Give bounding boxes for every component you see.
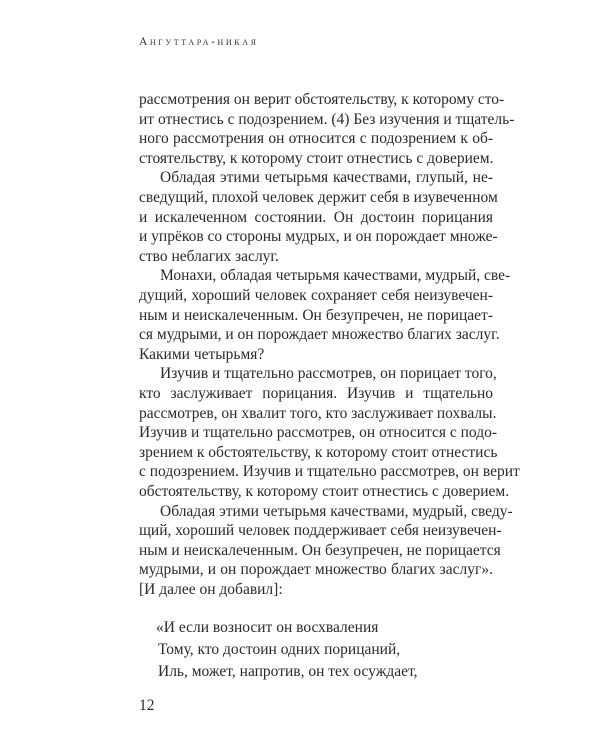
page-number: 12 xyxy=(139,697,155,714)
text-line: стоятельству, к которому стоит отнестись с доверием. xyxy=(139,149,494,167)
text-line: кто заслуживает порицания. Изучив и тщательно xyxy=(139,385,493,402)
text-line: ит отнестись с подозрением. (4) Без изучения и тщатель- xyxy=(139,110,515,128)
text-line: сведущий, плохой человек держит себя в изувеченном xyxy=(139,189,498,206)
verse-line: Тому, кто достоин одних порицаний, xyxy=(158,641,401,658)
text-line: рассмотрев, он хвалит того, кто заслуживает похвалы. xyxy=(139,404,497,422)
text-line: и искалеченном состоянии. Он достоин порицания xyxy=(139,208,493,226)
running-header: Ангуттара-никая xyxy=(139,36,259,48)
verse-line: «И если возносит он восхваления xyxy=(156,619,379,636)
text-line: [И далее он добавил]: xyxy=(139,581,283,598)
text-line: и упрёков со стороны мудрых, и он порождает множе- xyxy=(139,228,498,246)
text-line: мудрыми, и он порождает множество благих заслуг». xyxy=(139,561,493,579)
text-line: дущий, хороший человек сохраняет себя неизувечен- xyxy=(139,287,493,304)
verse-line: Иль, может, напротив, он тех осуждает, xyxy=(158,663,418,680)
text-line: Изучив и тщательно рассмотрев, он относится с подо- xyxy=(139,424,498,442)
text-line: ным и неискалеченным. Он безупречен, не порицает- xyxy=(139,306,493,324)
text-line: обстоятельству, к которому стоит отнестись с доверием. xyxy=(139,483,510,500)
text-line: рассмотрения он верит обстоятельству, к которому сто- xyxy=(139,91,505,108)
text-line: ся мудрыми, и он порождает множество благих заслуг. xyxy=(139,326,500,344)
text-line: ство неблагих заслуг. xyxy=(139,247,279,265)
text-line: с подозрением. Изучив и тщательно рассмотрев, он верит xyxy=(139,463,520,481)
text-line: Какими четырьмя? xyxy=(139,345,265,363)
text-line: щий, хороший человек поддерживает себя неизувечен- xyxy=(139,522,502,540)
text-line: ным и неискалеченным. Он безупречен, не порицается xyxy=(139,541,501,559)
text-line: зрением к обстоятельству, к которому стоит отнестись xyxy=(139,443,498,461)
text-line: Обладая этими четырьмя качествами, глупый, не- xyxy=(160,169,493,187)
text-line: Обладая этими четырьмя качествами, мудрый, сведу- xyxy=(160,502,513,520)
text-line: Монахи, обладая четырьмя качествами, мудрый, све- xyxy=(160,267,511,285)
text-line: ного рассмотрения он относится с подозрением к об- xyxy=(139,130,493,148)
text-line: Изучив и тщательно рассмотрев, он порицает того, xyxy=(160,365,497,383)
